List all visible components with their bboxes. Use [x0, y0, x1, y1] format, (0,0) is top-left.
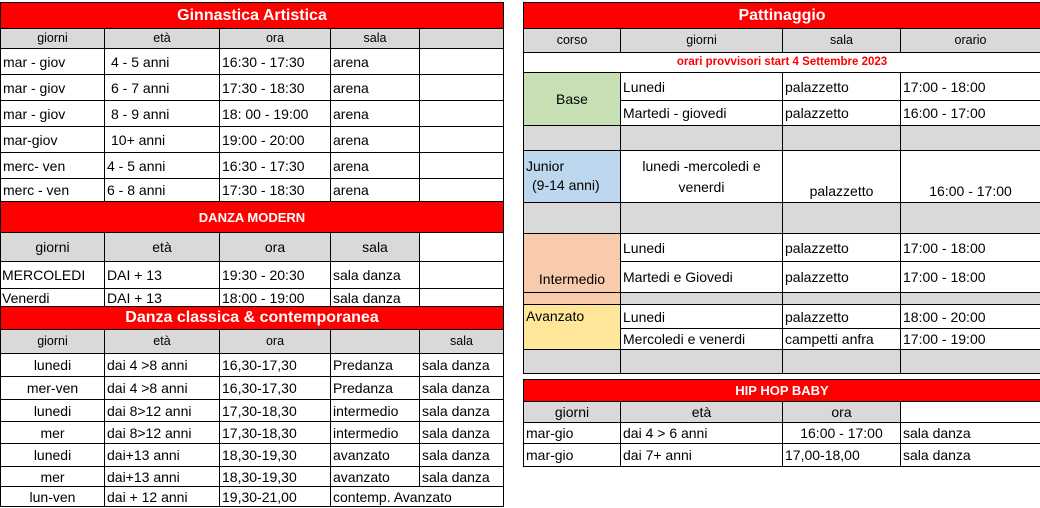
cell: dai 4 >8 anni	[105, 354, 220, 377]
cell: palazzetto	[783, 262, 901, 293]
cell: sala danza	[901, 444, 1040, 467]
cell: mer	[1, 467, 105, 487]
provisional-note: orari provvisori start 4 Settembre 2023	[524, 53, 1040, 73]
table-row	[524, 423, 1040, 444]
cell: sala danza	[420, 422, 504, 444]
table-row	[1, 101, 504, 127]
cell: lunedi	[1, 444, 105, 467]
cell: mar - giov	[1, 75, 105, 101]
cell	[420, 127, 504, 153]
cell: 16:00 - 17:00	[901, 101, 1040, 126]
spacer-row	[524, 350, 1040, 374]
cell: 17:00 - 18:00	[901, 234, 1040, 262]
table-row	[524, 305, 1040, 329]
table-row	[1, 487, 504, 507]
col-header: giorni	[1, 330, 105, 354]
cell: merc - ven	[1, 179, 105, 202]
cell: sala danza	[901, 423, 1040, 444]
cell: 6 - 8 anni	[105, 179, 220, 202]
cell	[420, 101, 504, 127]
table-row	[1, 377, 504, 400]
col-header: orario	[901, 29, 1040, 53]
course-avanzato: Avanzato	[524, 305, 621, 350]
cell: Venerdi	[1, 289, 105, 307]
classica-title: Danza classica & contemporanea	[1, 307, 504, 330]
hiphop-title: HIP HOP BABY	[524, 380, 1040, 402]
course-base: Base	[524, 73, 621, 126]
cell: Martedi - giovedi	[621, 101, 783, 126]
cell: 16,30-17,30	[220, 354, 331, 377]
cell: 17,30-18,30	[220, 422, 331, 444]
cell: 17,30-18,30	[220, 400, 331, 422]
cell: dai + 12 anni	[105, 487, 220, 507]
table-row	[524, 444, 1040, 467]
cell: 16:00 - 17:00	[901, 151, 1040, 203]
junior-label: Junior	[526, 158, 565, 174]
cell: 4 - 5 anni	[105, 49, 220, 75]
cell: dai 4 >8 anni	[105, 377, 220, 400]
col-header: giorni	[1, 233, 105, 262]
cell: Predanza	[331, 377, 420, 400]
cell: 19:00 - 20:00	[220, 127, 331, 153]
cell: 17:00 - 18:00	[901, 262, 1040, 293]
cell: merc- ven	[1, 153, 105, 179]
cell: mer-ven	[1, 377, 105, 400]
table-row	[1, 289, 504, 307]
hiphop-header-row	[524, 402, 1040, 423]
table-row	[524, 234, 1040, 262]
cell: dai 8>12 anni	[105, 400, 220, 422]
cell: 16:00 - 17:00	[783, 423, 901, 444]
col-header: ora	[220, 330, 331, 354]
cell: arena	[331, 153, 420, 179]
cell: dai 8>12 anni	[105, 422, 220, 444]
cell: mar-giov	[1, 127, 105, 153]
cell: dai 4 > 6 anni	[621, 423, 783, 444]
cell: 17:30 - 18:30	[220, 179, 331, 202]
table-row	[1, 444, 504, 467]
cell: arena	[331, 49, 420, 75]
col-header: giorni	[1, 29, 105, 49]
spacer-row	[524, 203, 1040, 234]
cell: mar - giov	[1, 101, 105, 127]
cell: mar-gio	[524, 444, 621, 467]
cell: sala danza	[420, 444, 504, 467]
modern-title: DANZA MODERN	[1, 202, 504, 233]
table-row	[1, 400, 504, 422]
cell: DAI + 13	[105, 262, 220, 289]
right-schedule-table	[523, 2, 1040, 467]
cell: 8 - 9 anni	[105, 101, 220, 127]
col-header: ora	[220, 233, 331, 262]
pattinaggio-header-row	[524, 29, 1040, 53]
table-row	[1, 422, 504, 444]
cell: avanzato	[331, 467, 420, 487]
cell: 18: 00 - 19:00	[220, 101, 331, 127]
cell: lunedi	[1, 354, 105, 377]
course-intermedio: Intermedio	[524, 234, 621, 293]
cell: palazzetto	[783, 305, 901, 329]
col-header	[331, 330, 420, 354]
col-header: ora	[220, 29, 331, 49]
table-row	[524, 151, 1040, 203]
cell: mar - giov	[1, 49, 105, 75]
left-schedule-table	[0, 2, 504, 507]
cell: palazzetto	[783, 101, 901, 126]
pattinaggio-title: Pattinaggio	[524, 3, 1040, 29]
junior-age: (9-14 anni)	[532, 176, 600, 193]
cell: Lunedi	[621, 73, 783, 101]
cell: 19:30 - 20:30	[220, 262, 331, 289]
cell: Martedi e Giovedi	[621, 262, 783, 293]
cell: sala danza	[420, 467, 504, 487]
cell: 4 - 5 anni	[105, 153, 220, 179]
col-header	[420, 233, 504, 262]
cell	[420, 262, 504, 289]
cell: 17:00 - 19:00	[901, 329, 1040, 350]
table-row	[1, 153, 504, 179]
junior-days-line1: lunedi -mercoledi e	[642, 157, 761, 174]
cell: mer	[1, 422, 105, 444]
cell: lun-ven	[1, 487, 105, 507]
cell	[420, 75, 504, 101]
cell: 19,30-21,00	[220, 487, 331, 507]
table-row	[1, 179, 504, 202]
cell	[621, 151, 783, 203]
table-row	[1, 262, 504, 289]
col-header: età	[105, 330, 220, 354]
cell: 16:30 - 17:30	[220, 49, 331, 75]
cell: arena	[331, 179, 420, 202]
cell: intermedio	[331, 400, 420, 422]
cell: 16:30 - 17:30	[220, 153, 331, 179]
cell	[420, 179, 504, 202]
col-header: ora	[783, 402, 901, 423]
cell: dai+13 anni	[105, 444, 220, 467]
cell: MERCOLEDI	[1, 262, 105, 289]
cell: sala danza	[420, 400, 504, 422]
cell: palazzetto	[783, 151, 901, 203]
spacer-row	[524, 126, 1040, 151]
modern-header-row	[1, 233, 504, 262]
cell: palazzetto	[783, 73, 901, 101]
cell: dai 7+ anni	[621, 444, 783, 467]
cell: arena	[331, 127, 420, 153]
col-header: età	[105, 233, 220, 262]
cell	[420, 49, 504, 75]
cell: avanzato	[331, 444, 420, 467]
col-header: sala	[783, 29, 901, 53]
table-row	[1, 75, 504, 101]
col-header: giorni	[621, 29, 783, 53]
cell: dai+13 anni	[105, 467, 220, 487]
col-header: età	[105, 29, 220, 49]
course-junior	[524, 151, 621, 203]
col-header: età	[621, 402, 783, 423]
col-header	[420, 29, 504, 49]
table-row	[1, 467, 504, 487]
cell: Lunedi	[621, 305, 783, 329]
cell: 17,00-18,00	[783, 444, 901, 467]
cell: 18,30-19,30	[220, 444, 331, 467]
cell: mar-gio	[524, 423, 621, 444]
cell: intermedio	[331, 422, 420, 444]
cell: Predanza	[331, 354, 420, 377]
col-header: sala	[420, 330, 504, 354]
cell: campetti anfra	[783, 329, 901, 350]
ginnastica-header-row	[1, 29, 504, 49]
cell: sala danza	[420, 354, 504, 377]
cell: contemp. Avanzato	[331, 487, 504, 507]
cell: 17:30 - 18:30	[220, 75, 331, 101]
classica-header-row	[1, 330, 504, 354]
cell: sala danza	[420, 377, 504, 400]
table-row	[524, 73, 1040, 101]
cell: sala danza	[331, 262, 420, 289]
table-row	[1, 49, 504, 75]
cell: palazzetto	[783, 234, 901, 262]
cell: 10+ anni	[105, 127, 220, 153]
ginnastica-title: Ginnastica Artistica	[1, 3, 504, 29]
table-row	[1, 127, 504, 153]
cell: 18:00 - 19:00	[220, 289, 331, 307]
col-header	[901, 402, 1040, 423]
cell: sala danza	[331, 289, 420, 307]
junior-days-line2: venerdi	[678, 178, 725, 195]
cell: 18,30-19,30	[220, 467, 331, 487]
cell: lunedi	[1, 400, 105, 422]
cell: Lunedi	[621, 234, 783, 262]
cell: Mercoledi e venerdi	[621, 329, 783, 350]
cell: arena	[331, 75, 420, 101]
table-row	[1, 354, 504, 377]
cell: 6 - 7 anni	[105, 75, 220, 101]
cell: DAI + 13	[105, 289, 220, 307]
col-header: giorni	[524, 402, 621, 423]
cell: 18:00 - 20:00	[901, 305, 1040, 329]
cell	[420, 153, 504, 179]
cell	[420, 289, 504, 307]
cell: 17:00 - 18:00	[901, 73, 1040, 101]
cell: arena	[331, 101, 420, 127]
col-header: sala	[331, 233, 420, 262]
col-header: sala	[331, 29, 420, 49]
col-header: corso	[524, 29, 621, 53]
spacer-row	[524, 293, 1040, 305]
cell: 16,30-17,30	[220, 377, 331, 400]
